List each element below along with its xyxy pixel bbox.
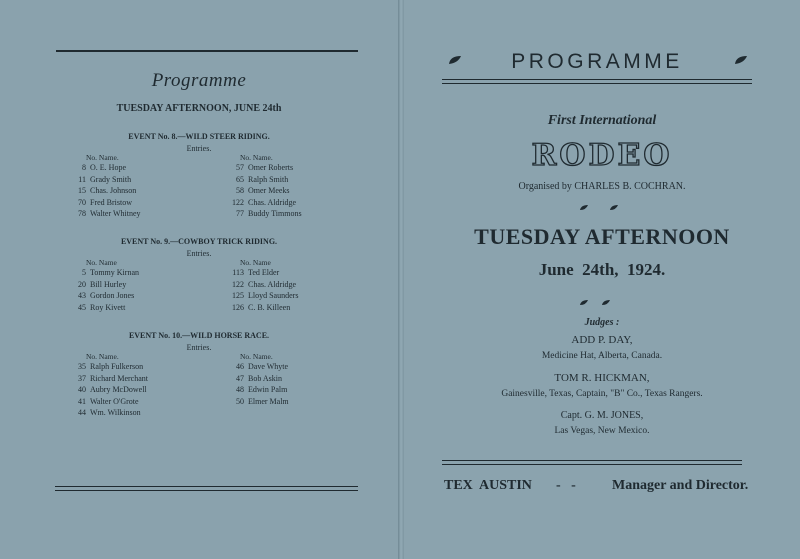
list-item: 20 Bill Hurley [78, 279, 127, 289]
list-item: 37 Richard Merchant [78, 373, 148, 383]
list-item: 44 Wm. Wilkinson [78, 408, 141, 417]
col-header: No. Name [86, 258, 117, 267]
list-item: 48 Edwin Palm [236, 385, 288, 394]
list-item: 40 Aubry McDowell [78, 385, 147, 394]
manager-role: Manager and Director. [612, 478, 749, 493]
leaf-icon [580, 205, 588, 211]
event-heading: EVENT No. 8.—WILD STEER RIDING. [128, 132, 270, 141]
leaf-ornament [580, 293, 610, 311]
entries-right [230, 162, 302, 220]
list-item: 122 Chas. Aldridge [232, 279, 296, 289]
list-item: 11 Grady Smith [78, 174, 132, 184]
organiser: Organised by CHARLES B. COCHRAN. [518, 181, 686, 192]
judge-name: TOM R. HICKMAN, [554, 372, 650, 384]
judge-detail: Medicine Hat, Alberta, Canada. [541, 351, 663, 361]
list-item: 43 Gordon Jones [78, 291, 135, 300]
judges-label: Judges : [584, 317, 620, 328]
list-item: 78 Walter Whitney [78, 209, 141, 218]
entries-left [72, 267, 139, 313]
list-item: 47 Bob Askin [236, 373, 283, 383]
list-item: 77 Buddy Timmons [236, 209, 302, 218]
date-heading: June 24th, 1924. [538, 260, 666, 279]
judge-detail: Las Vegas, New Mexico. [554, 426, 650, 436]
event-heading: EVENT No. 10.—WILD HORSE RACE. [128, 331, 270, 340]
bottom-rule [55, 486, 358, 491]
list-item: 8 O. E. Hope [82, 163, 126, 172]
list-item: 41 Walter O'Grote [78, 396, 139, 406]
judge-name: ADD P. DAY, [571, 334, 633, 346]
entries-label: Entries. [186, 144, 212, 153]
list-item: 126 C. B. Killeen [232, 302, 291, 312]
list-item: 35 Ralph Fulkerson [78, 362, 144, 371]
col-header: No. Name [240, 258, 271, 267]
entries-left [72, 361, 148, 419]
list-item: 50 Elmer Malm [236, 396, 289, 406]
leaf-icon [580, 300, 588, 306]
entries-right [230, 361, 289, 407]
list-item: 45 Roy Kivett [78, 302, 126, 312]
col-header: No. Name. [86, 352, 119, 361]
list-item: 122 Chas. Aldridge [232, 197, 296, 207]
top-rule [56, 50, 358, 52]
col-header: No. Name. [86, 153, 119, 162]
list-item: 46 Dave Whyte [236, 362, 289, 371]
judge-name: Capt. G. M. JONES, [560, 410, 644, 421]
list-item: 57 Omer Roberts [236, 163, 294, 172]
col-header: No. Name. [240, 352, 273, 361]
list-item: 70 Fred Bristow [78, 197, 132, 207]
col-header: No. Name. [240, 153, 273, 162]
first-international: First International [547, 113, 657, 128]
list-item: 5 Tommy Kirnan [82, 268, 139, 277]
rodeo-title: RODEO [531, 138, 673, 173]
leaf-icon [448, 55, 462, 65]
list-item: 65 Ralph Smith [236, 174, 289, 184]
entries-left [72, 162, 141, 220]
judge-detail: Gainesville, Texas, Captain, "B" Co., Texas Rangers. [501, 389, 703, 399]
left-page [0, 0, 398, 559]
list-item: 113 Ted Elder [232, 268, 280, 277]
manager-name: TEX AUSTIN [444, 478, 532, 493]
right-page [404, 0, 800, 559]
heading-rule [442, 79, 752, 84]
entries-label: Entries. [186, 249, 212, 258]
leaf-ornament [580, 203, 618, 213]
leaf-icon [602, 300, 610, 306]
leaf-icon [610, 205, 618, 211]
date-subtitle: TUESDAY AFTERNOON, JUNE 24th [116, 103, 282, 114]
list-item: 125 Lloyd Saunders [232, 291, 299, 300]
list-item: 15 Chas. Johnson [78, 186, 137, 195]
event-heading: EVENT No. 9.—COWBOY TRICK RIDING. [120, 237, 278, 246]
footer-rule [442, 460, 742, 465]
day-heading: TUESDAY AFTERNOON [474, 224, 730, 249]
entries-label: Entries. [186, 343, 212, 352]
programme-heading: PROGRAMME [511, 50, 683, 73]
manager-dash: - - [556, 478, 576, 493]
entries-right [230, 267, 298, 313]
leaf-icon [734, 55, 748, 65]
list-item: 58 Omer Meeks [236, 186, 290, 195]
page-title: Programme [151, 70, 247, 91]
